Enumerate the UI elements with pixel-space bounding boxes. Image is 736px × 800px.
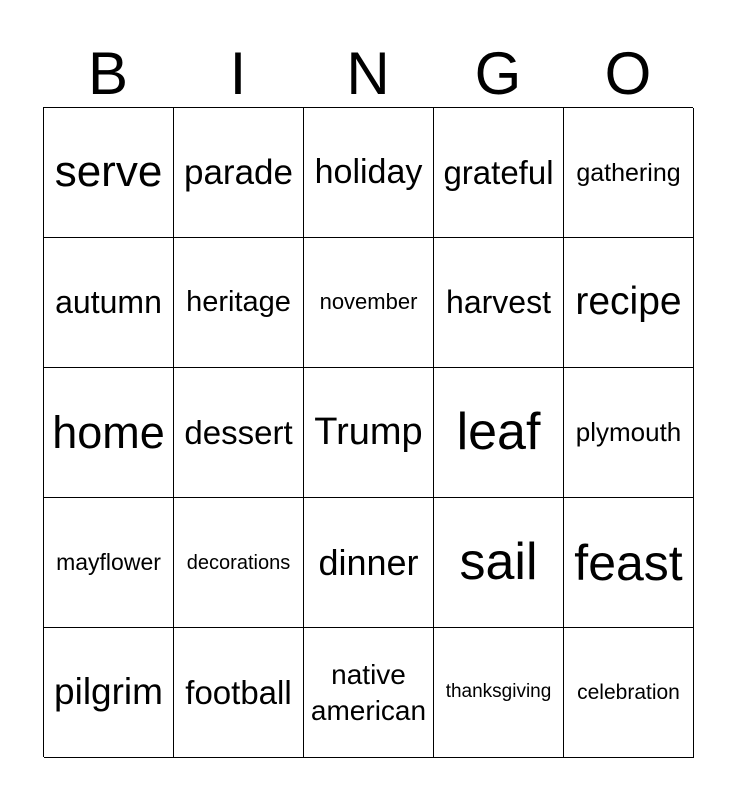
bingo-cell[interactable] xyxy=(564,108,694,238)
cell-word: dessert xyxy=(184,413,293,451)
cell-word: autumn xyxy=(55,284,162,321)
cell-word: dinner xyxy=(318,541,419,583)
header-letter-g: G xyxy=(474,40,522,107)
cell-word: celebration xyxy=(577,680,680,704)
cell-word: Trump xyxy=(314,410,423,453)
bingo-board xyxy=(43,107,693,757)
bingo-cell[interactable] xyxy=(174,238,304,368)
cell-word: recipe xyxy=(575,280,682,324)
bingo-cell[interactable] xyxy=(44,368,174,498)
bingo-cell[interactable] xyxy=(174,498,304,628)
header-letter-b: B xyxy=(87,40,129,107)
bingo-cell[interactable] xyxy=(434,238,564,368)
header-letter-i: I xyxy=(229,40,247,107)
cell-word: football xyxy=(185,673,292,711)
cell-word: mayflower xyxy=(56,548,161,575)
cell-word: heritage xyxy=(186,286,291,319)
bingo-cell[interactable] xyxy=(304,368,434,498)
bingo-cell[interactable] xyxy=(44,498,174,628)
bingo-cell[interactable] xyxy=(44,238,174,368)
cell-word: leaf xyxy=(456,403,541,462)
cell-word: serve xyxy=(54,147,163,197)
bingo-header xyxy=(43,40,693,108)
bingo-cell[interactable] xyxy=(564,498,694,628)
cell-word: holiday xyxy=(314,153,423,192)
header-letter-n: N xyxy=(346,40,390,107)
bingo-cell[interactable] xyxy=(564,238,694,368)
bingo-cell[interactable] xyxy=(174,108,304,238)
cell-word: harvest xyxy=(446,284,551,321)
bingo-cell[interactable] xyxy=(44,108,174,238)
cell-word: feast xyxy=(574,534,683,591)
bingo-cell[interactable] xyxy=(304,628,434,758)
bingo-cell[interactable] xyxy=(44,628,174,758)
cell-word: november xyxy=(319,289,418,315)
header-letter-o: O xyxy=(604,40,652,107)
cell-word: grateful xyxy=(443,153,554,191)
cell-word: gathering xyxy=(576,158,681,187)
bingo-cell[interactable] xyxy=(564,628,694,758)
cell-word: native american xyxy=(310,658,427,726)
bingo-cell[interactable] xyxy=(174,628,304,758)
cell-word: parade xyxy=(184,152,293,192)
bingo-cell[interactable] xyxy=(304,108,434,238)
bingo-cell[interactable] xyxy=(304,498,434,628)
bingo-cell[interactable] xyxy=(434,628,564,758)
cell-word: decorations xyxy=(186,551,291,574)
bingo-cell[interactable] xyxy=(174,368,304,498)
bingo-cell[interactable] xyxy=(434,498,564,628)
cell-word: home xyxy=(52,406,165,458)
bingo-cell[interactable] xyxy=(304,238,434,368)
bingo-cell[interactable] xyxy=(434,368,564,498)
bingo-cell[interactable] xyxy=(434,108,564,238)
cell-word: pilgrim xyxy=(54,671,163,713)
cell-word: sail xyxy=(459,533,538,592)
cell-word: thanksgiving xyxy=(445,681,552,703)
bingo-cell[interactable] xyxy=(564,368,694,498)
cell-word: plymouth xyxy=(575,416,682,447)
